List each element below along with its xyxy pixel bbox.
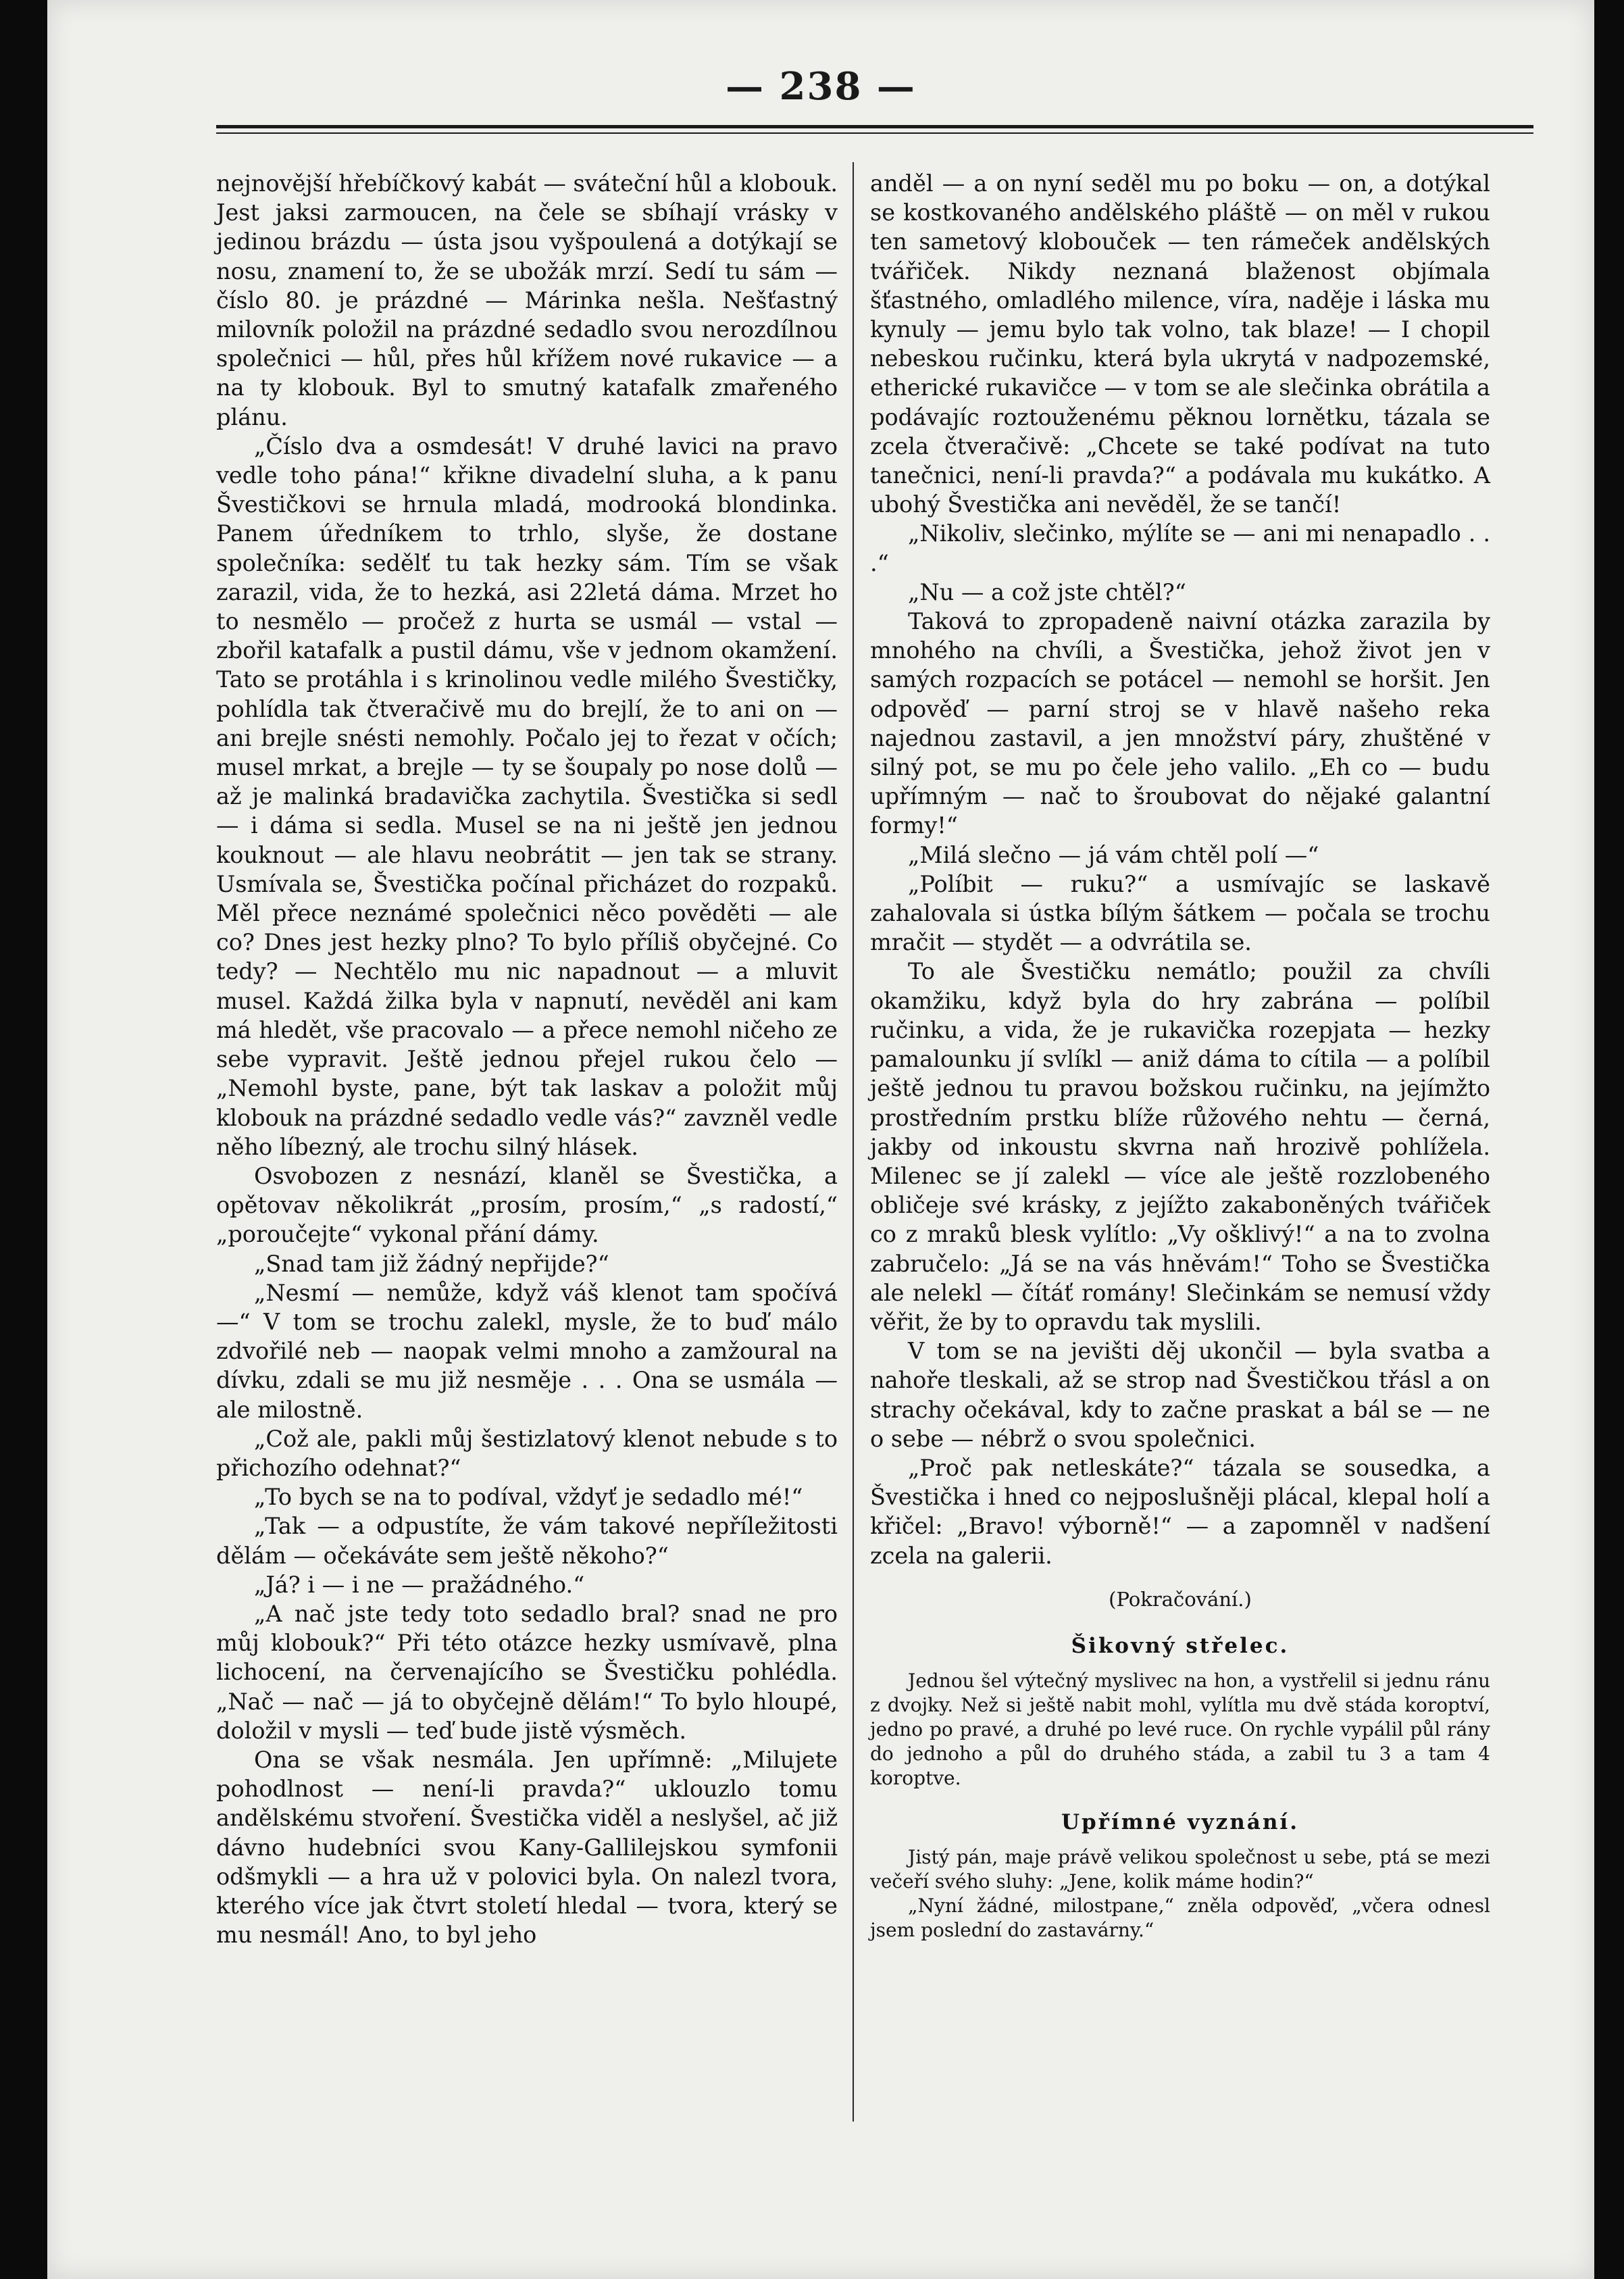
anecdote-text-2b: „Nyní žádné, milostpane,“ zněla odpověď, „včera odnesl jsem poslední do zastavárny.“	[870, 1895, 1490, 1942]
paragraph: To ale Švestičku nemátlo; použil za chvíli okamžiku, když byla do hry zabrána — políbil ručinku, a vida, že je rukavička rozepjata — hezky pamalounku jí svlíkl — aniž dáma to cítila — a políbil ještě jednou tu pravou božskou ručinku, na jejímžto prostředním prstku blíže růžového nehtu — černá, jakby od inkoustu skvrna naň hrozivě pohlížela. Milenec se jí zalekl — více ale ještě rozzlobeného obličeje své krásky, z jejížto zakaboněných tvářiček co z mraků blesk vylítlo: „Vy ošklivý!“ a na to zvolna zabručelo: „Já se na vás hněvám!“ Toho se Švestička ale nelekl — čítáť romány! Slečinkám se nemusí vždy věřit, že by to opravdu tak myslili.	[870, 958, 1490, 1335]
paragraph: anděl — a on nyní seděl mu po boku — on, a dotýkal se kostkovaného andělského pláště — on měl v rukou ten sametový klobouček — ten rámeček andělských tvářiček. Nikdy neznaná blaženost objímala šťastného, omladlého milence, víra, naděje i láska mu kynuly — jemu bylo tak volno, tak blaze! — I chopil nebeskou ručinku, která byla ukrytá v nadpozemské, etherické rukavičce — v tom se ale slečinka obrátila a podávajíc roztouženému pěknou lornětku, tázala se zcela čtveračivě: „Chcete se také podívat na tuto tanečnici, není-li pravda?“ a podávala mu kukátko. A ubohý Švestička ani nevěděl, že se tančí!	[870, 170, 1490, 518]
paragraph: „Číslo dva a osmdesát! V druhé lavici na pravo vedle toho pána!“ křikne divadelní sluha, a k panu Švestičkovi se hrnula mladá, modrooká blondinka. Panem úředníkem to trhlo, slyše, že dostane společníka: sedělť tu tak hezky sám. Tím se však zarazil, vida, že to hezká, asi 22letá dáma. Mrzet ho to nesmělo — pročež z hurta se usmál — vstal — zbořil katafalk a pustil dámu, vše v jednom okamžení. Tato se protáhla i s krinolinou vedle milého Švestičky, pohlídla tak čtveračivě mu do brejlí, že to ani on — ani brejle snésti nemohly. Počalo jej to řezat v očích; musel mrkat, a brejle — ty se šoupaly po nose dolů — až je malinká bradavička zachytila. Švestička si sedl — i dáma si sedla. Musel se na ni ještě jen jednou kouknout — ale hlavu neobrátit — jen tak se strany. Usmívala se, Švestička počínal přicházet do rozpaků. Měl přece neznámé společnici něco pověděti — ale co? Dnes jest hezky plno? To bylo příliš obyčejné. Co tedy? — Nechtělo mu nic napadnout — a mluvit musel. Každá žilka byla v napnutí, nevěděl ani kam má hledět, vše pracovalo — a přece nemohl ničeho ze sebe vypravit. Ještě jednou přejel rukou čelo — „Nemohl byste, pane, být tak laskav a položit můj klobouk na prázdné sedadlo vedle vás?“ zavzněl vedle něho líbezný, ale trochu silný hlásek.	[216, 432, 838, 1160]
paragraph: nejnovější hřebíčkový kabát — sváteční hůl a klobouk. Jest jaksi zarmoucen, na čele se sbíhají vrásky v jedinou brázdu — ústa jsou vyšpoulená a dotýkají se nosu, znamení to, že se ubožák mrzí. Sedí tu sám — číslo 80. je prázdné — Márinka nešla. Nešťastný milovník položil na prázdné sedadlo svou nerozdílnou společnici — hůl, přes hůl křížem nové rukavice — a na ty klobouk. Byl to smutný katafalk zmařeného plánu.	[216, 170, 838, 430]
paragraph: „Což ale, pakli můj šestizlatový klenot nebude s to přichozího odehnat?“	[216, 1425, 838, 1481]
column-divider	[853, 162, 854, 2122]
header-rule	[216, 125, 1533, 128]
continued-note: (Pokračování.)	[1109, 1587, 1252, 1611]
right-column	[870, 169, 1490, 1943]
anecdote-text-1: Jednou šel výtečný myslivec na hon, a vystřelil si jednu ránu z dvojky. Než si ještě nabit mohl, vylítla mu dvě stáda koroptví, jedno po pravé, a druhé po levé ruce. On rychle vypálil půl rány do jednoho a půl do druhého stáda, a zabil tu 3 a tam 4 koroptve.	[870, 1670, 1490, 1790]
paragraph: „Nu — a což jste chtěl?“	[908, 578, 1186, 605]
paragraph: „To bych se na to podíval, vždyť je sedadlo mé!“	[254, 1484, 803, 1511]
page-number: — 238 —	[726, 64, 916, 109]
paragraph: „Proč pak netleskáte?“ tázala se sousedka, a Švestička i hned co nejposlušněji plácal, klepal holí a křičel: „Bravo! výborně!“ — a zapomněl v nadšení zcela na galerii.	[870, 1454, 1490, 1569]
paragraph: Osvobozen z nesnází, klaněl se Švestička, a opětovav několikrát „prosím, prosím,“ „s radostí,“ „poroučejte“ vykonal přání dámy.	[216, 1162, 838, 1248]
right-column-story	[870, 169, 1490, 1570]
paragraph: V tom se na jevišti děj ukončil — byla svatba a nahoře tleskali, až se strop nad Švestičkou třásl a on strachy očekával, kdy to začne praskat a bál se — ne o sebe — nébrž o svou společnici.	[870, 1338, 1490, 1452]
paragraph: Ona se však nesmála. Jen upřímně: „Milujete pohodlnost — není-li pravda?“ uklouzlo tomu andělskému stvoření. Švestička viděl a neslyšel, ač již dávno hudebníci svou Kany-Gallilejskou symfonii odšmykli — a hra už v polovici byla. On nalezl tvora, kterého více jak čtvrt století hledal — tvora, který se mu nesmál! Ano, to byl jeho	[216, 1746, 838, 1949]
page	[47, 0, 1594, 2279]
anecdote-title-1: Šikovný střelec.	[1071, 1633, 1290, 1658]
paragraph: „Snad tam již žádný nepřijde?“	[254, 1250, 609, 1277]
paragraph: „Já? i — i ne — pražádného.“	[254, 1571, 585, 1598]
anecdote-title-2: Upřímné vyznání.	[1061, 1810, 1300, 1835]
paragraph: „Nikoliv, slečinko, mýlíte se — ani mi nenapadlo . . .“	[870, 520, 1490, 576]
header-rule-thin	[216, 132, 1533, 134]
paragraph: „A nač jste tedy toto sedadlo bral? snad ne pro můj klobouk?“ Při této otázce hezky usmívavě, plna lichocení, na červenajícího se Švestičku pohlédla. „Nač — nač — já to obyčejně dělám!“ To bylo hloupé, doložil v mysli — teď bude jistě výsměch.	[216, 1600, 838, 1744]
anecdote-text-2a: Jistý pán, maje právě velikou společnost u sebe, ptá se mezi večeří svého sluhy: „Jene, kolik máme hodin?“	[870, 1846, 1490, 1893]
paragraph: „Tak — a odpustíte, že vám takové nepříležitosti dělám — očekáváte sem ještě někoho?“	[216, 1513, 838, 1569]
paragraph: Taková to zpropadeně naivní otázka zarazila by mnohého na chvíli, a Švestička, jehož život jen v samých rozpacích se potácel — nemohl se horšit. Jen odpověď — parní stroj se v hlavě našeho reka najednou zastavil, a jen množství páry, zhuštěné v silný pot, se mu po čele jeho valilo. „Eh co — budu upřímným — nač to šroubovat do nějaké galantní formy!“	[870, 608, 1490, 839]
left-column	[216, 169, 838, 1949]
paragraph: „Nesmí — nemůže, když váš klenot tam spočívá —“ V tom se trochu zalekl, mysle, že to buď málo zdvořilé neb — naopak velmi mnoho a zamžoural na dívku, zdali se mu již nesměje . . . Ona se usmála — ale milostně.	[216, 1279, 838, 1423]
paragraph: „Milá slečno — já vám chtěl polí —“	[908, 841, 1319, 868]
paragraph: „Políbit — ruku?“ a usmívajíc se laskavě zahalovala si ústka bílým šátkem — počala se trochu mračit — stydět — a odvrátila se.	[870, 870, 1490, 956]
